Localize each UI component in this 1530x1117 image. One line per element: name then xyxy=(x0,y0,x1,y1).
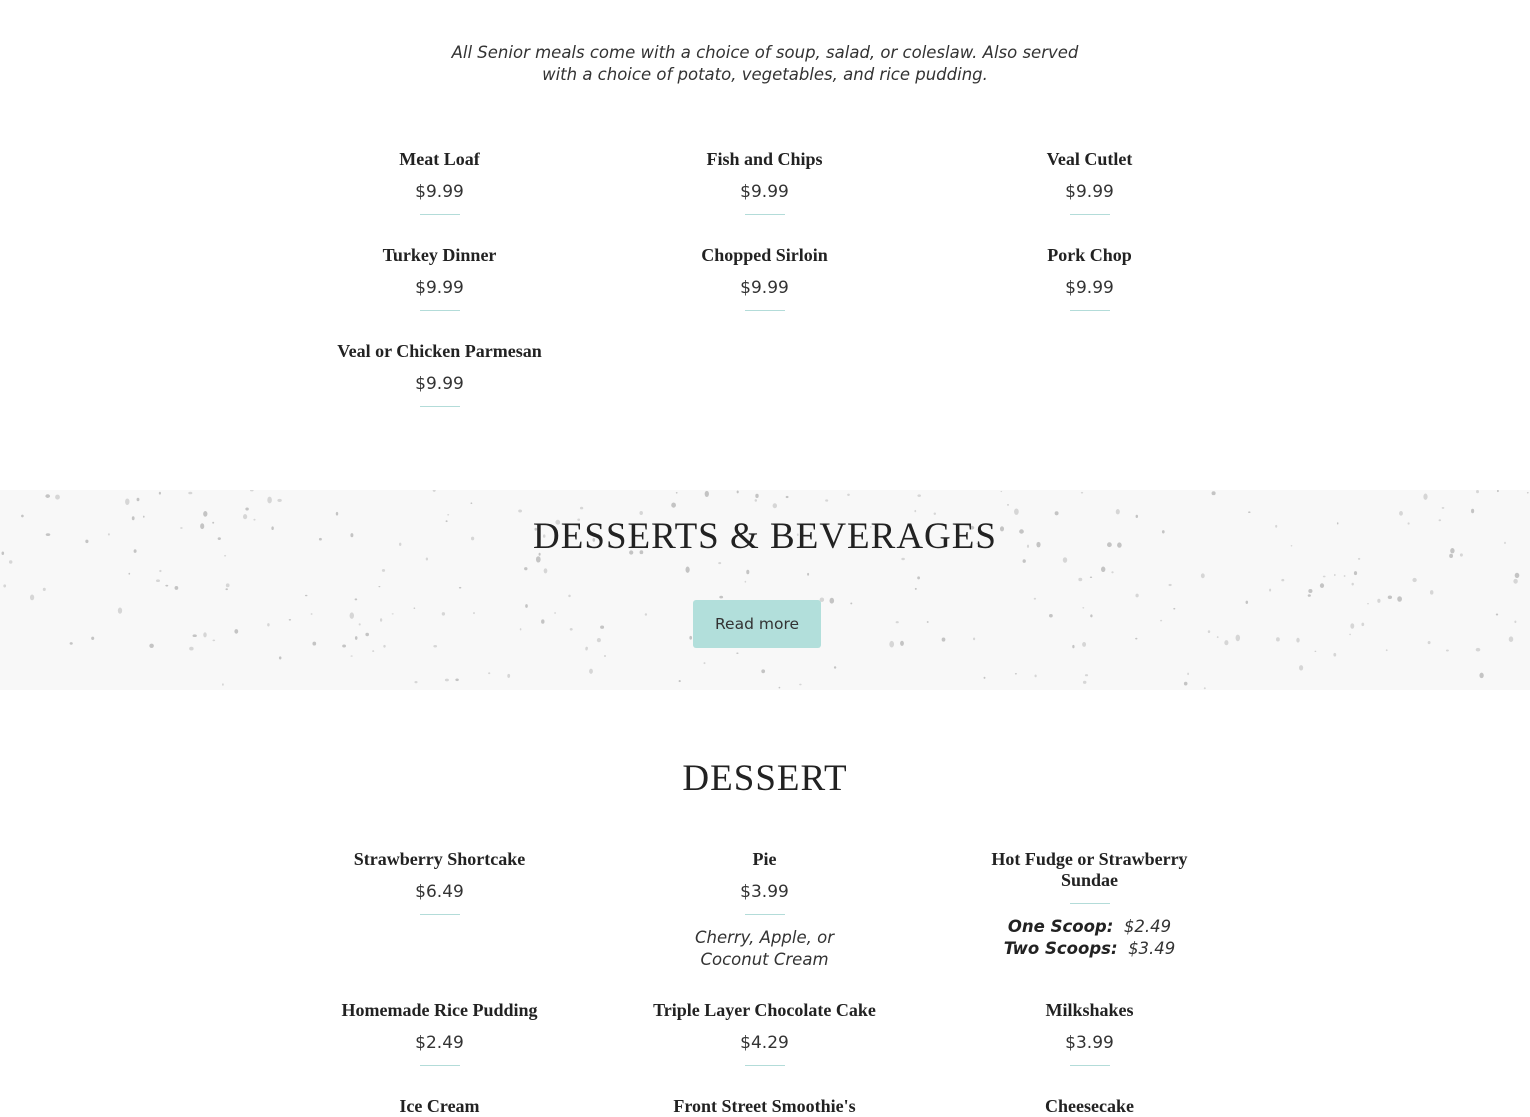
speckle xyxy=(1308,589,1312,593)
speckle xyxy=(156,579,160,582)
menu-item xyxy=(927,149,1252,215)
speckle xyxy=(1217,636,1219,638)
speckle xyxy=(736,653,738,654)
divider xyxy=(420,1065,460,1066)
speckle xyxy=(312,642,316,646)
speckle xyxy=(600,626,604,629)
speckle xyxy=(1201,573,1205,578)
size-price-row xyxy=(927,916,1252,938)
speckle xyxy=(1497,490,1499,492)
speckle xyxy=(755,494,758,498)
speckle xyxy=(914,510,916,512)
speckle xyxy=(984,677,986,679)
divider xyxy=(420,406,460,407)
speckle xyxy=(1358,558,1360,560)
speckle xyxy=(442,612,445,615)
speckle xyxy=(671,503,676,508)
menu-item-price: $9.99 xyxy=(1065,278,1114,298)
menu-item xyxy=(602,245,927,311)
speckle xyxy=(1236,635,1241,642)
menu-item-name: Pie xyxy=(752,849,777,869)
menu-item-name: Milkshakes xyxy=(1045,1000,1134,1020)
speckle xyxy=(524,567,527,570)
speckle xyxy=(1386,649,1388,651)
speckle xyxy=(719,596,723,599)
divider xyxy=(745,214,785,215)
speckle xyxy=(1344,575,1346,576)
speckle xyxy=(1354,571,1357,575)
speckle xyxy=(267,497,272,504)
menu-item-name: Homemade Rice Pudding xyxy=(341,1000,538,1020)
speckle xyxy=(3,584,6,587)
speckle xyxy=(159,492,161,495)
speckle xyxy=(245,507,248,510)
speckle xyxy=(118,607,122,613)
speckle xyxy=(414,608,416,609)
speckle xyxy=(580,507,583,510)
menu-item-price: $9.99 xyxy=(740,278,789,298)
speckle xyxy=(1334,574,1336,576)
speckle xyxy=(570,628,573,631)
speckle xyxy=(1082,642,1086,647)
speckle xyxy=(1281,579,1284,582)
speckle xyxy=(1377,599,1380,603)
speckle xyxy=(414,681,417,683)
speckle xyxy=(847,494,850,496)
menu-item xyxy=(277,849,602,915)
speckle xyxy=(518,510,522,513)
speckle xyxy=(1367,603,1369,604)
read-more-button[interactable]: Read more xyxy=(693,600,821,648)
speckle xyxy=(779,687,781,689)
speckle xyxy=(1049,614,1053,617)
speckle xyxy=(359,623,361,625)
speckle xyxy=(91,637,94,640)
speckle xyxy=(1323,576,1326,578)
speckle xyxy=(1442,507,1445,509)
speckle xyxy=(473,612,475,614)
divider xyxy=(1070,310,1110,311)
menu-item-price: $9.99 xyxy=(415,278,464,298)
speckle xyxy=(277,499,281,502)
speckle xyxy=(1476,648,1481,652)
speckle xyxy=(159,570,161,572)
speckle xyxy=(850,602,852,604)
speckle xyxy=(737,490,739,493)
size-label: Two Scoops: xyxy=(1003,939,1118,958)
menu-item xyxy=(277,1000,602,1066)
speckle xyxy=(541,619,544,623)
speckle xyxy=(188,492,192,495)
speckle xyxy=(685,567,689,573)
menu-item-price: $6.49 xyxy=(415,882,464,902)
speckle xyxy=(1116,509,1120,514)
speckle xyxy=(900,641,904,646)
divider xyxy=(745,914,785,915)
menu-item xyxy=(927,245,1252,311)
speckle xyxy=(382,569,385,572)
menu-item-name: Cheesecake xyxy=(1045,1096,1134,1116)
speckle xyxy=(305,595,308,597)
speckle xyxy=(807,573,809,576)
speckle xyxy=(125,498,129,505)
speckle xyxy=(942,638,946,642)
menu-item-description: Cherry, Apple, or Coconut Cream xyxy=(694,928,834,969)
speckle xyxy=(1412,578,1416,582)
menu-item-name: Ice Cream xyxy=(399,1096,480,1116)
menu-item-name: Strawberry Shortcake xyxy=(353,849,526,869)
menu-item xyxy=(602,1096,927,1117)
divider xyxy=(420,310,460,311)
speckle xyxy=(761,669,765,673)
speckle xyxy=(1361,623,1364,626)
menu-item-name: Turkey Dinner xyxy=(382,245,497,265)
speckle xyxy=(392,613,394,614)
speckle xyxy=(350,612,354,618)
speckle xyxy=(645,613,647,615)
speckle xyxy=(1023,559,1026,563)
menu-item-name: Meat Loaf xyxy=(399,149,480,169)
speckle xyxy=(137,498,140,502)
speckle xyxy=(1090,577,1092,579)
speckle xyxy=(755,499,758,502)
speckle xyxy=(889,641,894,648)
speckle xyxy=(70,642,73,645)
speckle xyxy=(830,598,835,604)
speckle xyxy=(1000,491,1002,492)
speckle xyxy=(128,573,130,575)
speckle xyxy=(1276,637,1280,641)
speckle xyxy=(1430,590,1433,595)
speckle xyxy=(915,588,917,590)
menu-item xyxy=(277,245,602,311)
speckle xyxy=(917,576,920,579)
speckle xyxy=(917,494,921,497)
divider xyxy=(420,214,460,215)
speckle xyxy=(896,621,899,623)
speckle xyxy=(1308,594,1311,597)
speckle xyxy=(1111,571,1113,573)
speckle xyxy=(383,645,385,648)
menu-item-price: $3.99 xyxy=(740,882,789,902)
speckle xyxy=(604,655,606,657)
speckle xyxy=(1081,492,1083,494)
speckle xyxy=(773,503,777,508)
speckle xyxy=(193,634,197,637)
divider xyxy=(1070,903,1110,904)
speckle xyxy=(378,586,380,587)
speckle xyxy=(1063,557,1067,563)
speckle xyxy=(1168,584,1171,586)
speckle xyxy=(1187,673,1189,675)
speckle xyxy=(1135,638,1137,640)
speckle xyxy=(1007,504,1009,506)
speckle xyxy=(342,645,346,648)
speckle xyxy=(1349,634,1351,636)
speckle xyxy=(234,629,238,634)
banner-title: DESSERTS & BEVERAGES xyxy=(533,516,997,557)
speckle xyxy=(45,494,50,498)
speckle xyxy=(786,496,789,498)
menu-item-name: Triple Layer Chocolate Cake xyxy=(653,1000,876,1020)
divider xyxy=(745,1065,785,1066)
menu-item xyxy=(602,1000,927,1066)
speckle xyxy=(9,560,12,563)
speckle xyxy=(165,585,168,587)
speckle xyxy=(704,662,706,664)
speckle xyxy=(525,604,528,608)
speckle xyxy=(1212,491,1216,495)
speckle xyxy=(834,666,836,668)
speckle xyxy=(1035,675,1037,678)
speckle xyxy=(212,640,215,642)
speckle xyxy=(351,655,353,656)
menu-item-name: Front Street Smoothie's xyxy=(673,1096,856,1116)
speckle xyxy=(927,621,929,623)
speckle xyxy=(30,595,34,601)
speckle xyxy=(289,619,291,621)
speckle xyxy=(901,558,905,560)
menu-item-name: Pork Chop xyxy=(1047,245,1132,265)
speckle xyxy=(1246,601,1249,604)
speckle xyxy=(1514,621,1516,624)
speckle xyxy=(585,647,587,651)
speckle xyxy=(1014,508,1019,514)
menu-item-name: Veal or Chicken Parmesan xyxy=(337,341,542,361)
speckle xyxy=(1350,623,1354,629)
speckle xyxy=(1509,636,1514,642)
speckle xyxy=(1160,620,1162,622)
speckle xyxy=(1135,594,1138,598)
speckle xyxy=(1527,492,1529,493)
speckle xyxy=(149,644,154,648)
menu-item-price: $3.99 xyxy=(1065,1033,1114,1053)
menu-item-name: Veal Cutlet xyxy=(1046,149,1133,169)
speckle xyxy=(1248,511,1251,513)
speckle xyxy=(1296,638,1299,643)
speckle xyxy=(250,490,254,491)
speckle xyxy=(175,586,179,590)
speckle xyxy=(1072,645,1074,648)
speckle xyxy=(718,562,721,564)
speckle xyxy=(1333,653,1336,657)
speckle xyxy=(1513,579,1517,584)
speckle xyxy=(455,679,459,682)
size-price-row xyxy=(927,938,1252,960)
speckle xyxy=(355,636,358,640)
speckle xyxy=(372,650,374,652)
speckle xyxy=(355,598,358,600)
menu-item-price: $4.29 xyxy=(740,1033,789,1053)
speckle xyxy=(1184,682,1188,686)
size-price: $2.49 xyxy=(1123,917,1172,936)
divider xyxy=(420,914,460,915)
menu-item-price: $9.99 xyxy=(415,374,464,394)
speckle xyxy=(1083,681,1087,684)
speckle xyxy=(825,499,828,501)
speckle xyxy=(507,674,510,678)
speckle xyxy=(365,633,369,636)
speckle xyxy=(679,680,681,682)
divider xyxy=(1070,214,1110,215)
speckle xyxy=(225,588,227,590)
speckle xyxy=(1471,509,1474,513)
speckle xyxy=(689,636,692,640)
speckle xyxy=(799,684,802,686)
menu-item xyxy=(927,849,1252,960)
speckle xyxy=(1476,490,1479,493)
speckle xyxy=(222,683,224,686)
speckle xyxy=(1423,494,1427,500)
speckle xyxy=(1515,573,1520,578)
speckle xyxy=(488,672,490,674)
menu-item xyxy=(602,849,927,971)
speckle xyxy=(597,638,601,642)
speckle xyxy=(746,570,749,575)
menu-item-name: Fish and Chips xyxy=(706,149,823,169)
speckle xyxy=(1085,674,1088,676)
speckle xyxy=(1082,607,1084,609)
speckle xyxy=(471,502,473,504)
menu-item xyxy=(277,149,602,215)
speckle xyxy=(705,491,709,497)
speckle xyxy=(1269,589,1271,592)
menu-item xyxy=(277,341,602,407)
speckle xyxy=(445,679,449,682)
divider xyxy=(745,310,785,311)
speckle xyxy=(544,568,548,573)
dessert-section-title: DESSERT xyxy=(682,758,848,799)
speckle xyxy=(676,492,678,494)
speckle xyxy=(203,632,206,637)
speckle xyxy=(55,495,60,500)
speckle xyxy=(973,638,975,641)
menu-item xyxy=(927,1096,1252,1117)
speckle xyxy=(433,645,437,647)
speckle xyxy=(1204,687,1206,689)
menu-item xyxy=(602,149,927,215)
speckle xyxy=(554,612,556,614)
speckle xyxy=(520,628,522,630)
menu-item xyxy=(927,1000,1252,1066)
speckle xyxy=(1101,567,1105,573)
speckle xyxy=(1314,651,1316,652)
speckle xyxy=(1208,630,1210,633)
speckle xyxy=(1388,596,1392,600)
menu-item-name: Chopped Sirloin xyxy=(701,245,828,265)
size-price: $3.49 xyxy=(1128,939,1176,958)
speckle xyxy=(1090,614,1092,617)
menu-item-price: $2.49 xyxy=(415,1033,464,1053)
size-label: One Scoop: xyxy=(1007,917,1114,936)
speckle xyxy=(226,583,230,587)
speckle xyxy=(589,669,593,674)
speckle xyxy=(279,656,282,659)
speckle xyxy=(1078,578,1082,581)
speckle xyxy=(1299,665,1303,670)
speckle xyxy=(380,618,382,621)
speckle xyxy=(1496,614,1498,616)
speckle xyxy=(1479,673,1483,679)
divider xyxy=(1070,1065,1110,1066)
speckle xyxy=(43,588,46,591)
speckle xyxy=(1034,598,1036,600)
speckle xyxy=(1224,640,1228,645)
speckle xyxy=(459,587,462,589)
speckle xyxy=(568,595,570,598)
menu-item xyxy=(277,1096,602,1117)
menu-item-name: Hot Fudge or Strawberry Sundae xyxy=(991,849,1188,890)
speckle xyxy=(267,623,270,626)
speckle xyxy=(1173,608,1175,610)
senior-meals-intro: All Senior meals come with a choice of soup, salad, or coleslaw. Also served with a choice of potato, vegetables, and rice pudding. xyxy=(451,43,1079,84)
speckle xyxy=(433,490,436,492)
speckle xyxy=(1320,583,1324,588)
speckle xyxy=(1015,673,1017,675)
speckle xyxy=(311,613,313,615)
menu-item-price: $9.99 xyxy=(1065,182,1114,202)
speckle xyxy=(1446,650,1449,652)
speckle xyxy=(1428,641,1431,644)
speckle xyxy=(189,647,193,651)
menu-item-price: $9.99 xyxy=(415,182,464,202)
menu-item-price: $9.99 xyxy=(740,182,789,202)
speckle xyxy=(1352,583,1354,586)
speckle xyxy=(1397,596,1402,602)
speckle xyxy=(745,581,747,583)
